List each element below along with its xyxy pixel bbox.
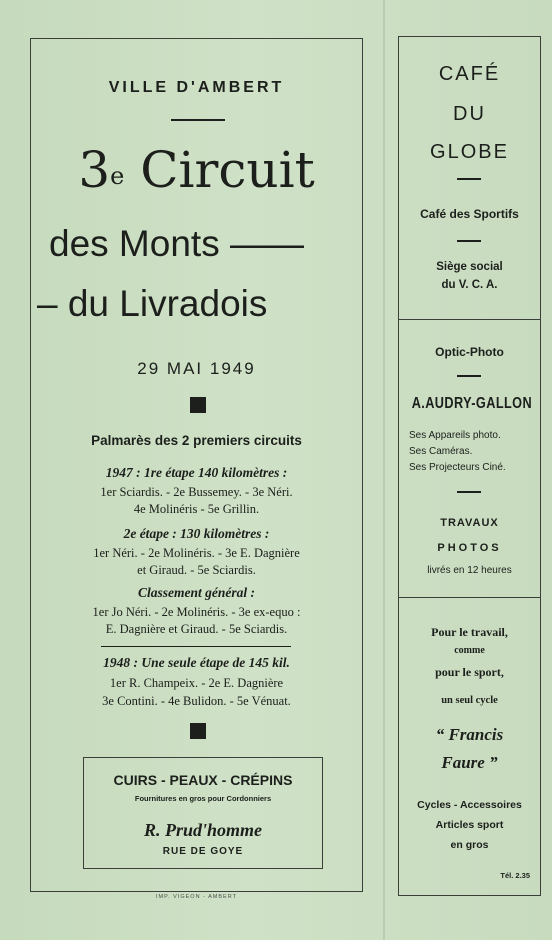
cycle-products-line: Articles sport (435, 819, 504, 831)
results-stage2-line: et Giraud. - 5e Sciardis. (137, 563, 256, 577)
palmares-heading: Palmarès des 2 premiers circuits (91, 433, 302, 448)
section-divider (399, 319, 540, 320)
cafe-name-line: GLOBE (430, 141, 509, 163)
cycle-ad-line: pour le sport, (435, 665, 504, 679)
cycle-ad-line: Pour le travail, (431, 625, 508, 639)
shop-subtitle: Fournitures en gros pour Cordonniers (134, 794, 272, 803)
phone-number: Tél. 2.35 (500, 871, 530, 880)
photo-shop-item: Ses Appareils photo. (409, 430, 501, 441)
classement-line: 1er Jo Néri. - 2e Molinéris. - 3e ex-equo : (92, 605, 301, 619)
classement-line: E. Dagnière et Giraud. - 5e Sciardis. (105, 622, 288, 636)
travaux-label: TRAVAUX (440, 517, 499, 529)
separator-dash (457, 491, 481, 493)
cycle-brand-line: “ Francis (435, 725, 504, 744)
separator-dash (457, 178, 481, 180)
ornament-square (190, 723, 206, 739)
classement-heading: Classement général : (138, 585, 255, 600)
shop-name: R. Prud'homme (143, 820, 263, 840)
leather-shop-ad (83, 757, 323, 869)
race-date: 29 MAI 1949 (137, 359, 256, 378)
results-1947-heading: 1947 : 1re étape 140 kilomètres : (105, 465, 288, 480)
title-line-2: des Monts —— (49, 223, 304, 264)
results-1948-line: 3e Contini. - 4e Bulidon. - 5e Vénuat. (102, 694, 291, 708)
shop-title: CUIRS - PEAUX - CRÉPINS (113, 772, 293, 788)
race-program-panel (30, 38, 363, 900)
cafe-name-line: DU (453, 103, 486, 125)
shop-address: RUE DE GOYE (162, 846, 244, 857)
cycle-products-line: Cycles - Accessoires (417, 799, 522, 811)
photos-label: PHOTOS (437, 542, 502, 554)
club-seat-line: du V. C. A. (441, 279, 498, 291)
page-fold (383, 0, 385, 940)
results-1948-line: 1er R. Champeix. - 2e E. Dagnière (109, 676, 284, 690)
results-1947-line: 4e Molinéris - 5e Grillin. (133, 502, 260, 516)
results-1947-line: 1er Sciardis. - 2e Bussemey. - 3e Néri. (100, 485, 293, 499)
cafe-name-line: CAFÉ (438, 63, 501, 85)
section-divider (399, 597, 540, 598)
cycle-ad-line: un seul cycle (441, 695, 498, 706)
cafe-tagline: Café des Sportifs (420, 207, 519, 221)
results-stage2-line: 1er Néri. - 2e Molinéris. - 3e E. Dagnière (93, 546, 300, 560)
separator-dash (457, 240, 481, 242)
photo-shop-name: A.AUDRY-GALLON (411, 395, 533, 412)
optic-photo-heading: Optic-Photo (435, 345, 504, 359)
town-heading: VILLE D'AMBERT (108, 79, 285, 96)
heading-rule (171, 119, 225, 121)
ornament-square (190, 397, 206, 413)
cycle-products-line: en gros (450, 839, 489, 851)
cycle-brand-line: Faure ” (441, 753, 498, 772)
delivery-note: livrés en 12 heures (427, 565, 512, 576)
results-divider (101, 646, 291, 647)
race-title (31, 141, 362, 199)
results-stage2-heading: 2e étape : 130 kilomètres : (123, 526, 270, 541)
separator-dash (457, 375, 481, 377)
photo-shop-item: Ses Projecteurs Ciné. (409, 462, 506, 473)
title-line-3: – du Livradois (37, 283, 268, 324)
cycle-ad-line: comme (454, 645, 485, 656)
printer-credit: IMP. VIGEON - AMBERT (156, 894, 237, 900)
title-word: Circuit (140, 141, 315, 199)
title-number: 3 (78, 141, 111, 199)
advertisements-panel (398, 36, 541, 896)
photo-shop-item: Ses Caméras. (409, 446, 473, 457)
title-ordinal: e (110, 162, 125, 190)
results-1948-heading: 1948 : Une seule étape de 145 kil. (103, 655, 290, 670)
club-seat-line: Siège social (436, 261, 503, 273)
